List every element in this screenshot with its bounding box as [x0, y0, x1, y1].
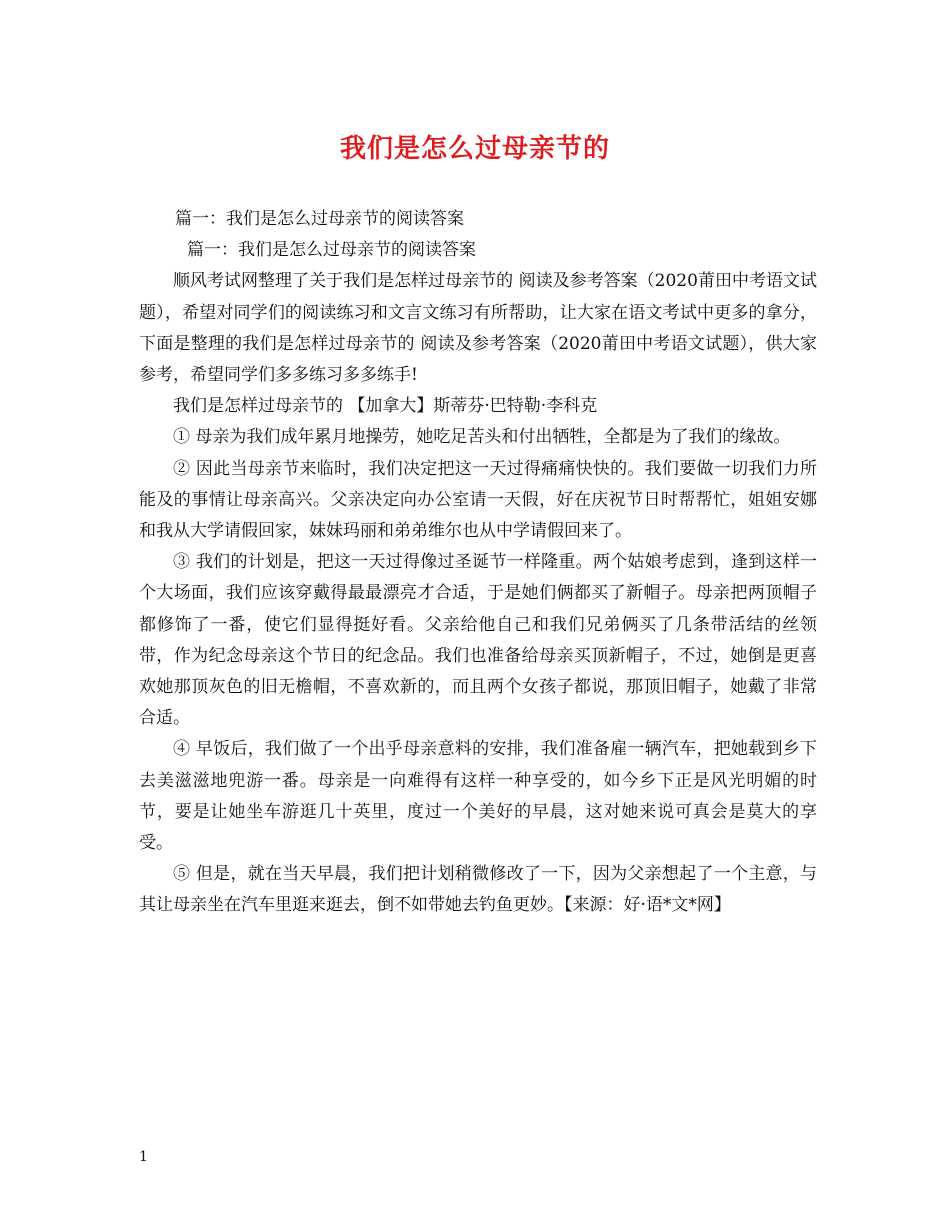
- paragraph-1: ① 母亲为我们成年累月地操劳，她吃足苦头和付出牺牲，全都是为了我们的缘故。: [173, 427, 791, 448]
- page-number: 1: [139, 1149, 148, 1165]
- document-body: [139, 204, 817, 922]
- paragraph-intro: 顺风考试网整理了关于我们是怎样过母亲节的 阅读及参考答案（2020莆田中考语文试题），希望对同学们的阅读练习和文言文练习有所帮助，让大家在语文考试中更多的拿分，下面是整理的我们是怎样过母亲节的 阅读及参考答案（2020莆田中考语文试题），供大家参考，希望同学们多多练习多多练手!: [139, 271, 817, 386]
- paragraph-3: ③ 我们的计划是，把这一天过得像过圣诞节一样隆重。两个姑娘考虑到，逢到这样一个大场面，我们应该穿戴得最最漂亮才合适，于是她们俩都买了新帽子。母亲把两顶帽子都修饰了一番，使它们显得挺好看。父亲给他自己和我们兄弟俩买了几条带活结的丝领带，作为纪念母亲这个节日的纪念品。我们也准备给母亲买顶新帽子，不过，她倒是更喜欢她那顶灰色的旧无檐帽，不喜欢新的，而且两个女孩子都说，那顶旧帽子，她戴了非常合适。: [139, 552, 817, 729]
- section-subheading: 篇一：我们是怎么过母亲节的阅读答案: [187, 240, 476, 261]
- section-heading: 篇一：我们是怎么过母亲节的阅读答案: [175, 209, 464, 229]
- article-byline: 我们是怎样过母亲节的 【加拿大】斯蒂芬·巴特勒·李科克: [173, 396, 598, 417]
- document-title: 我们是怎么过母亲节的: [339, 134, 610, 164]
- paragraph-4: ④ 早饭后，我们做了一个出乎母亲意料的安排，我们准备雇一辆汽车，把她载到乡下去美滋滋地兜游一番。母亲是一向难得有这样一种享受的，如今乡下正是风光明媚的时节，要是让她坐车游逛几十英里，度过一个美好的早晨，这对她来说可真会是莫大的享受。: [139, 739, 817, 854]
- paragraph-5: ⑤ 但是，就在当天早晨，我们把计划稍微修改了一下，因为父亲想起了一个主意，与其让母亲坐在汽车里逛来逛去，倒不如带她去钓鱼更妙。【来源：好·语*文*网】: [139, 864, 817, 916]
- paragraph-2: ② 因此当母亲节来临时，我们决定把这一天过得痛痛快快的。我们要做一切我们力所能及的事情让母亲高兴。父亲决定向办公室请一天假，好在庆祝节日时帮帮忙，姐姐安娜和我从大学请假回家，妹妹玛丽和弟弟维尔也从中学请假回来了。: [139, 458, 817, 542]
